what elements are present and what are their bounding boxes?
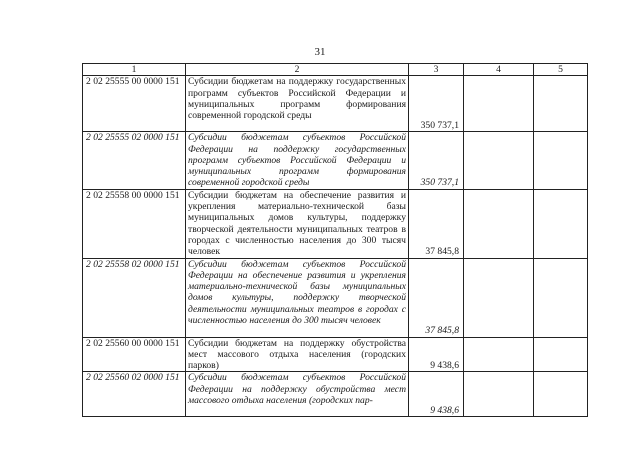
budget-table (82, 63, 588, 417)
row-name: Субсидии бюджетам субъектов Российской Федерации на поддержку государственных программ субъектов Российской Федерации и муниципальных программ формирования современной городской среды (186, 132, 409, 189)
row-code: 2 02 25560 02 0000 151 (83, 372, 186, 417)
row-amount: 9 438,6 (409, 372, 464, 417)
table-header-row (83, 64, 588, 76)
row-col5 (534, 76, 588, 132)
row-col5 (534, 132, 588, 189)
row-col5 (534, 337, 588, 372)
table-row (83, 372, 588, 417)
row-col4 (464, 337, 534, 372)
header-cell-2: 2 (186, 64, 409, 76)
row-code: 2 02 25560 00 0000 151 (83, 337, 186, 372)
row-col5 (534, 189, 588, 258)
row-col4 (464, 76, 534, 132)
row-name: Субсидии бюджетам на обеспечение развития и укрепления материально-технической базы муниципальных домов культуры, поддержку творческой деятельности муниципальных театров в городах с численностью населения до 300 тысяч человек (186, 189, 409, 258)
page-number: 31 (314, 46, 326, 58)
row-code: 2 02 25558 00 0000 151 (83, 189, 186, 258)
row-col4 (464, 258, 534, 337)
row-code: 2 02 25555 02 0000 151 (83, 132, 186, 189)
row-col4 (464, 189, 534, 258)
row-code: 2 02 25555 00 0000 151 (83, 76, 186, 132)
header-cell-1: 1 (83, 64, 186, 76)
row-col5 (534, 372, 588, 417)
table-row (83, 258, 588, 337)
row-code: 2 02 25558 02 0000 151 (83, 258, 186, 337)
row-col5 (534, 258, 588, 337)
table-row (83, 189, 588, 258)
row-amount: 350 737,1 (409, 76, 464, 132)
row-name: Субсидии бюджетам субъектов Российской Федерации на поддержку обустройства мест массового отдыха населения (городских пар- (186, 372, 409, 417)
row-col4 (464, 372, 534, 417)
row-amount: 350 737,1 (409, 132, 464, 189)
row-col4 (464, 132, 534, 189)
row-name: Субсидии бюджетам на поддержку государственных программ субъектов Российской Федерации и муниципальных программ формирования современной городской среды (186, 76, 409, 132)
row-amount: 37 845,8 (409, 189, 464, 258)
row-amount: 37 845,8 (409, 258, 464, 337)
row-amount: 9 438,6 (409, 337, 464, 372)
header-cell-5: 5 (534, 64, 588, 76)
header-cell-4: 4 (464, 64, 534, 76)
header-cell-3: 3 (409, 64, 464, 76)
table-row (83, 76, 588, 132)
table-row (83, 132, 588, 189)
table-row (83, 337, 588, 372)
row-name: Субсидии бюджетам субъектов Российской Федерации на обеспечение развития и укрепления материально-технической базы муниципальных домов культуры, поддержку творческой деятельности муниципальных театров в городах с численностью населения до 300 тысяч человек (186, 258, 409, 337)
row-name: Субсидии бюджетам на поддержку обустройства мест массового отдыха населения (городских парков) (186, 337, 409, 372)
